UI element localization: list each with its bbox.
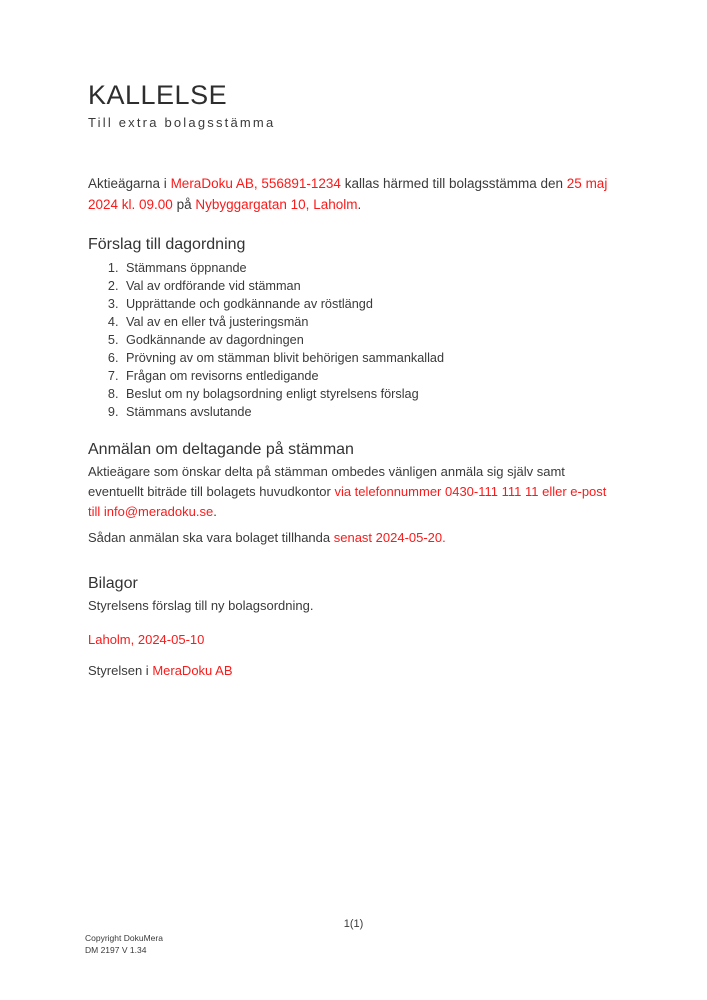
document-subtitle: Till extra bolagsstämma	[88, 115, 276, 130]
agenda-item: 4. Val av en eller två justeringsmän	[122, 313, 620, 331]
copyright-line-2: DM 2197 V 1.34	[85, 944, 147, 955]
registration-paragraph	[88, 462, 620, 522]
footer-copyright	[85, 933, 163, 956]
deadline-paragraph	[88, 528, 620, 548]
text-segment: Sådan anmälan ska vara bolaget tillhanda	[88, 530, 334, 546]
highlighted-text-segment: senast 2024-05-20.	[333, 530, 446, 546]
highlighted-text-segment: via telefonnummer 0430-111 111 11 eller e-post till info@meradoku.se	[88, 484, 607, 520]
agenda-item: 3. Upprättande och godkännande av röstlängd	[122, 295, 620, 313]
highlighted-text-segment: 25 maj 2024 kl. 09.00	[88, 176, 608, 213]
agenda-item: 6. Prövning av om stämman blivit behörigen sammankallad	[122, 349, 620, 367]
text-segment: på	[172, 197, 196, 213]
signature-line	[88, 661, 620, 681]
agenda-item: 5. Godkännande av dagordningen	[122, 331, 620, 349]
agenda-heading: Förslag till dagordning	[88, 236, 246, 254]
text-segment: Aktieägarna i	[88, 176, 171, 192]
highlighted-text-segment: MeraDoku AB	[152, 663, 233, 679]
text-segment: .	[357, 197, 362, 213]
agenda-list	[88, 259, 620, 421]
document-content	[88, 0, 620, 681]
agenda-item: 7. Frågan om revisorns entledigande	[122, 367, 620, 385]
text-segment: Aktieägare som önskar delta på stämman ombedes vänligen anmäla sig själv samt eventuellt biträde till bolagets huvudkontor	[88, 464, 565, 500]
highlighted-text-segment: MeraDoku AB, 556891-1234	[170, 176, 341, 192]
agenda-item: 9. Stämmans avslutande	[122, 403, 620, 421]
attachments-body: Styrelsens förslag till ny bolagsordning.	[88, 598, 314, 614]
text-segment: Styrelsen i	[88, 663, 153, 679]
agenda-item: 1. Stämmans öppnande	[122, 259, 620, 277]
copyright-line-1: Copyright DokuMera	[85, 933, 163, 943]
page-number: 1(1)	[343, 918, 364, 930]
attachments-heading: Bilagor	[88, 575, 138, 593]
highlighted-text-segment: Nybyggargatan 10, Laholm	[195, 197, 358, 213]
document-title: KALLELSE	[88, 80, 228, 110]
agenda-item: 2. Val av ordförande vid stämman	[122, 277, 620, 295]
text-segment: kallas härmed till bolagsstämma den	[340, 176, 567, 192]
agenda-item: 8. Beslut om ny bolagsordning enligt styrelsens förslag	[122, 385, 620, 403]
intro-paragraph	[88, 173, 620, 215]
text-segment: .	[213, 504, 217, 520]
registration-heading: Anmälan om deltagande på stämman	[88, 441, 354, 459]
place-date: Laholm, 2024-05-10	[88, 632, 205, 648]
